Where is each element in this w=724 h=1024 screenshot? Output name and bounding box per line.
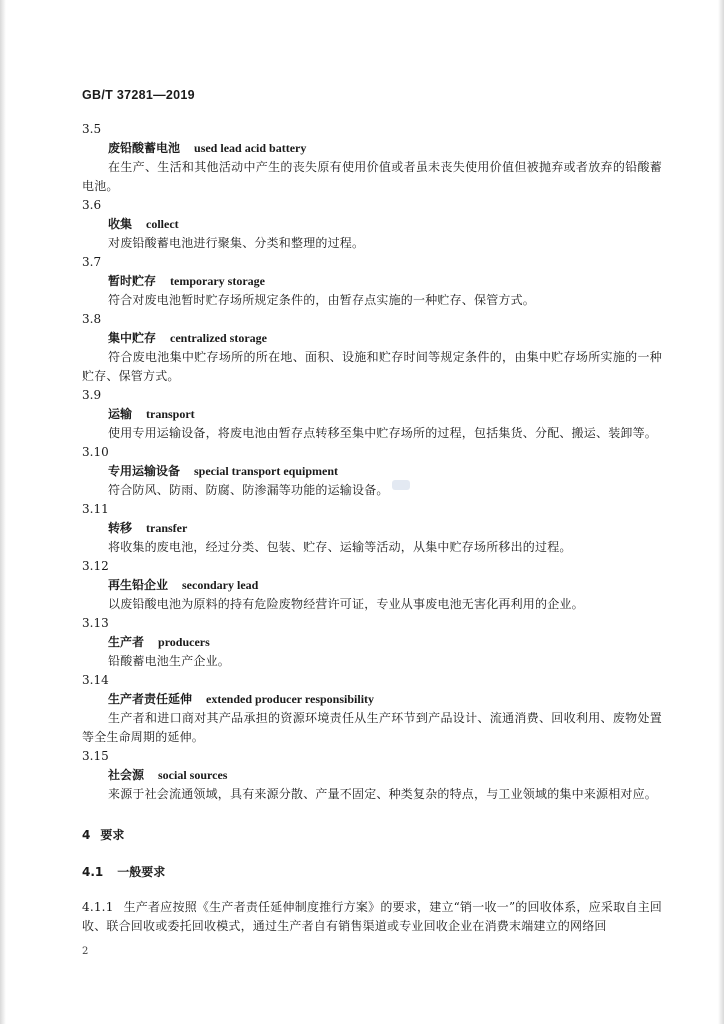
term-definition: 使用专用运输设备，将废电池由暂存点转移至集中贮存场所的过程，包括集货、分配、搬运、装卸等。 [108, 426, 658, 440]
term-entry [82, 310, 662, 386]
term-name-chinese: 暂时贮存 [108, 274, 157, 288]
term-heading [82, 215, 662, 234]
term-definition: 符合废电池集中贮存场所的所在地、面积、设施和贮存时间等规定条件的，由集中贮存场所实施的一种贮存、保管方式。 [82, 350, 662, 383]
page-edge-right [718, 0, 724, 1024]
section-4-1-heading [82, 863, 662, 882]
term-heading [82, 139, 662, 158]
section-4-number: 4 [82, 828, 91, 842]
term-name-english: secondary lead [182, 578, 259, 592]
term-number: 3.13 [82, 616, 109, 630]
term-number: 3.5 [82, 122, 102, 136]
term-definition: 铅酸蓄电池生产企业。 [108, 654, 231, 668]
terms-list [82, 120, 662, 804]
term-name-english: transfer [146, 521, 188, 535]
term-name-chinese: 集中贮存 [108, 331, 157, 345]
term-name-english: collect [146, 217, 179, 231]
term-number: 3.7 [82, 255, 102, 269]
term-heading [82, 766, 662, 785]
term-heading [82, 329, 662, 348]
term-name-english: used lead acid battery [194, 141, 307, 155]
term-name-chinese: 再生铅企业 [108, 578, 169, 592]
term-number: 3.11 [82, 502, 109, 516]
standard-number-header: GB/T 37281—2019 [82, 88, 195, 102]
clause-4-1-1-text: 生产者应按照《生产者责任延伸制度推行方案》的要求，建立“销一收一”的回收体系，应采取自主回收、联合回收或委托回收模式，通过生产者自有销售渠道或专业回收企业在消费末端建立的网络回 [82, 900, 662, 933]
term-name-english: social sources [158, 768, 228, 782]
term-name-chinese: 废铅酸蓄电池 [108, 141, 181, 155]
term-heading [82, 272, 662, 291]
term-name-chinese: 转移 [108, 521, 133, 535]
term-name-english: centralized storage [170, 331, 267, 345]
term-definition: 符合对废电池暂时贮存场所规定条件的，由暂存点实施的一种贮存、保管方式。 [108, 293, 536, 307]
term-entry [82, 614, 662, 671]
term-heading [82, 576, 662, 595]
section-4-heading [82, 826, 662, 845]
clause-4-1-1 [82, 898, 662, 936]
term-number: 3.14 [82, 673, 109, 687]
term-definition: 符合防风、防雨、防腐、防渗漏等功能的运输设备。 [108, 483, 389, 497]
section-4-title: 要求 [100, 828, 125, 842]
term-heading [82, 462, 662, 481]
term-entry [82, 500, 662, 557]
section-4-1-title: 一般要求 [117, 865, 166, 879]
term-number: 3.12 [82, 559, 109, 573]
term-entry [82, 253, 662, 310]
term-name-chinese: 生产者 [108, 635, 145, 649]
term-number: 3.15 [82, 749, 109, 763]
term-number: 3.10 [82, 445, 109, 459]
term-heading [82, 519, 662, 538]
scan-artifact [392, 480, 410, 490]
term-entry [82, 747, 662, 804]
term-name-english: temporary storage [170, 274, 265, 288]
term-entry [82, 120, 662, 196]
page-number: 2 [82, 946, 89, 957]
term-number: 3.8 [82, 312, 102, 326]
term-definition: 将收集的废电池，经过分类、包装、贮存、运输等活动，从集中贮存场所移出的过程。 [108, 540, 572, 554]
term-name-chinese: 专用运输设备 [108, 464, 181, 478]
term-definition: 来源于社会流通领域，具有来源分散、产量不固定、种类复杂的特点，与工业领域的集中来源相对应。 [108, 787, 658, 801]
term-name-english: special transport equipment [194, 464, 339, 478]
section-4-1-number: 4.1 [82, 865, 104, 879]
term-definition: 在生产、生活和其他活动中产生的丧失原有使用价值或者虽未丧失使用价值但被抛弃或者放弃的铅酸蓄电池。 [82, 160, 662, 193]
term-definition: 对废铅酸蓄电池进行聚集、分类和整理的过程。 [108, 236, 365, 250]
term-entry [82, 386, 662, 443]
term-heading [82, 690, 662, 709]
term-name-chinese: 收集 [108, 217, 133, 231]
term-definition: 生产者和进口商对其产品承担的资源环境责任从生产环节到产品设计、流通消费、回收利用、废物处置等全生命周期的延伸。 [82, 711, 662, 744]
term-name-english: transport [146, 407, 195, 421]
term-number: 3.6 [82, 198, 102, 212]
term-entry [82, 557, 662, 614]
term-name-chinese: 运输 [108, 407, 133, 421]
term-entry [82, 443, 662, 500]
document-body [82, 120, 662, 948]
term-name-english: extended producer responsibility [206, 692, 375, 706]
term-name-chinese: 社会源 [108, 768, 145, 782]
term-name-chinese: 生产者责任延伸 [108, 692, 193, 706]
term-name-english: producers [158, 635, 210, 649]
term-number: 3.9 [82, 388, 102, 402]
term-entry [82, 196, 662, 253]
page-edge-left [0, 0, 6, 1024]
term-heading [82, 405, 662, 424]
term-definition: 以废铅酸电池为原料的持有危险废物经营许可证，专业从事废电池无害化再利用的企业。 [108, 597, 584, 611]
term-heading [82, 633, 662, 652]
clause-4-1-1-number: 4.1.1 [82, 900, 114, 914]
term-entry [82, 671, 662, 747]
